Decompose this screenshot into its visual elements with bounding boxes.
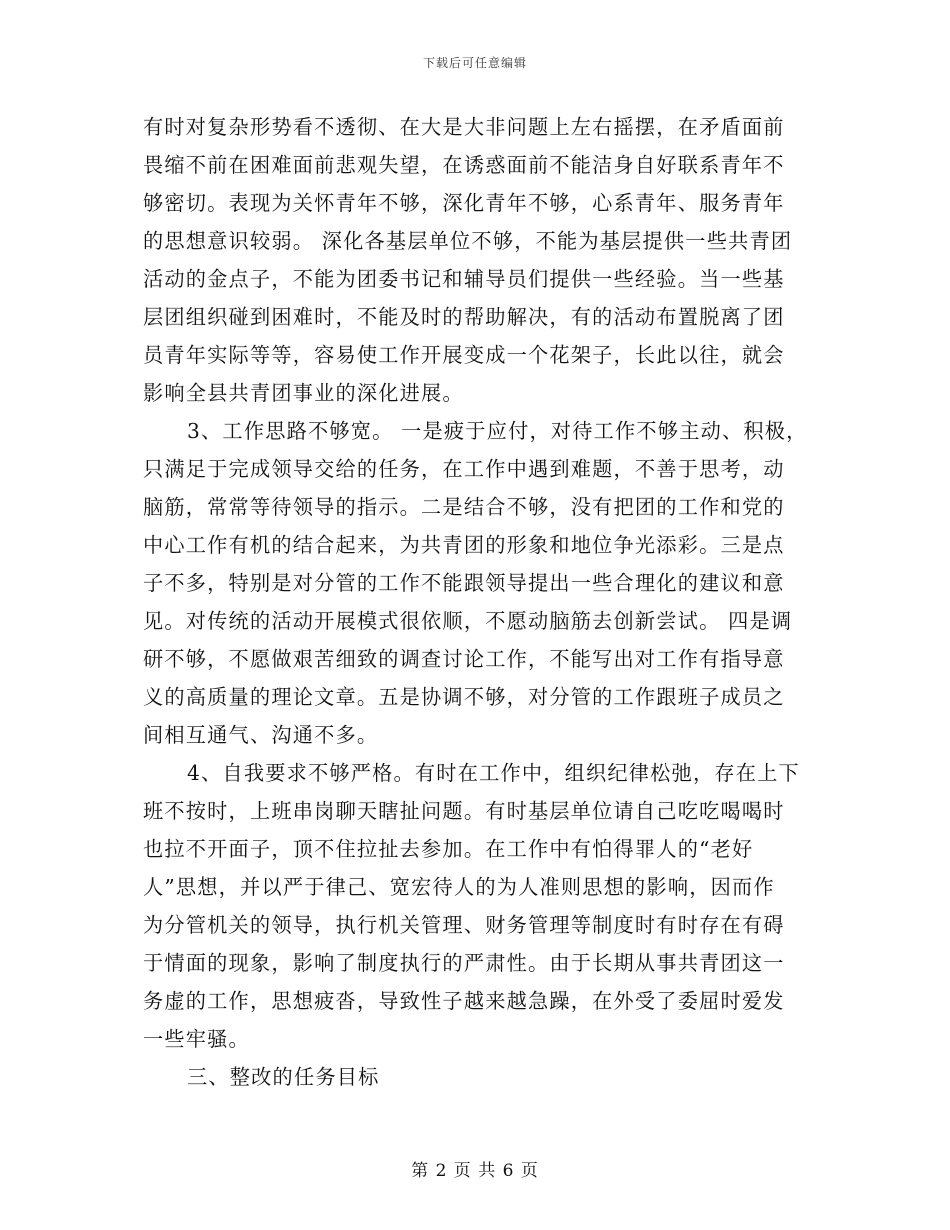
text-line: 畏缩不前在困难面前悲观失望，在诱惑面前不能洁身自好联系青年不 <box>143 153 785 177</box>
page-footer: 第 2 页 共 6 页 <box>411 1161 539 1181</box>
page-header: 下载后可任意编辑 <box>422 56 527 70</box>
text-line: 间相互通气、沟通不多。 <box>143 723 379 747</box>
text-line: 于情面的现象，影响了制度执行的严肃性。由于长期从事共青团这一 <box>143 951 785 975</box>
text-line: 见。对传统的活动开展模式很依顺，不愿动脑筋去创新尝试。 四是调 <box>143 609 793 633</box>
text-line: 够密切。表现为关怀青年不够，深化青年不够，心系青年、服务青年 <box>143 191 785 215</box>
text-line: 中心工作有机的结合起来，为共青团的形象和地位争光添彩。三是点 <box>143 533 785 557</box>
body-text <box>143 108 807 1096</box>
text-line: 员青年实际等等，容易使工作开展变成一个花架子，长此以往，就会 <box>143 343 785 367</box>
paragraph-start-line: 4、自我要求不够严格。有时在工作中，组织纪律松弛，存在上下 <box>187 761 800 785</box>
paragraph-start-line: 3、工作思路不够宽。 一是疲于应付，对待工作不够主动、积极， <box>187 419 808 443</box>
text-line: 只满足于完成领导交给的任务，在工作中遇到难题，不善于思考，动 <box>143 457 785 481</box>
text-line: 一些牢骚。 <box>143 1027 250 1051</box>
section-heading: 三、整改的任务目标 <box>187 1065 380 1089</box>
text-line: 班不按时，上班串岗聊天瞎扯问题。有时基层单位请自己吃吃喝喝时 <box>143 799 785 823</box>
text-line: 有时对复杂形势看不透彻、在大是大非问题上左右摇摆，在矛盾面前 <box>143 115 785 139</box>
text-line: 人”思想，并以严于律己、宽宏待人的为人准则思想的影响，因而作 <box>143 875 775 899</box>
text-line: 的思想意识较弱。 深化各基层单位不够，不能为基层提供一些共青团 <box>143 229 793 253</box>
text-line: 脑筋，常常等待领导的指示。二是结合不够，没有把团的工作和党的 <box>143 495 785 519</box>
text-line: 层团组织碰到困难时，不能及时的帮助解决，有的活动布置脱离了团 <box>143 305 785 329</box>
text-line: 活动的金点子，不能为团委书记和辅导员们提供一些经验。当一些基 <box>143 267 785 291</box>
text-line: 也拉不开面子，顶不住拉扯去参加。在工作中有怕得罪人的“老好 <box>143 837 754 861</box>
text-line: 务虚的工作，思想疲沓，导致性子越来越急躁，在外受了委屈时爱发 <box>143 989 785 1013</box>
text-line: 影响全县共青团事业的深化进展。 <box>143 381 464 405</box>
text-line: 为分管机关的领导，执行机关管理、财务管理等制度时有时存在有碍 <box>143 913 785 937</box>
text-line: 子不多，特别是对分管的工作不能跟领导提出一些合理化的建议和意 <box>143 571 785 595</box>
text-line: 义的高质量的理论文章。五是协调不够，对分管的工作跟班子成员之 <box>143 685 785 709</box>
text-line: 研不够，不愿做艰苦细致的调查讨论工作，不能写出对工作有指导意 <box>143 647 785 671</box>
